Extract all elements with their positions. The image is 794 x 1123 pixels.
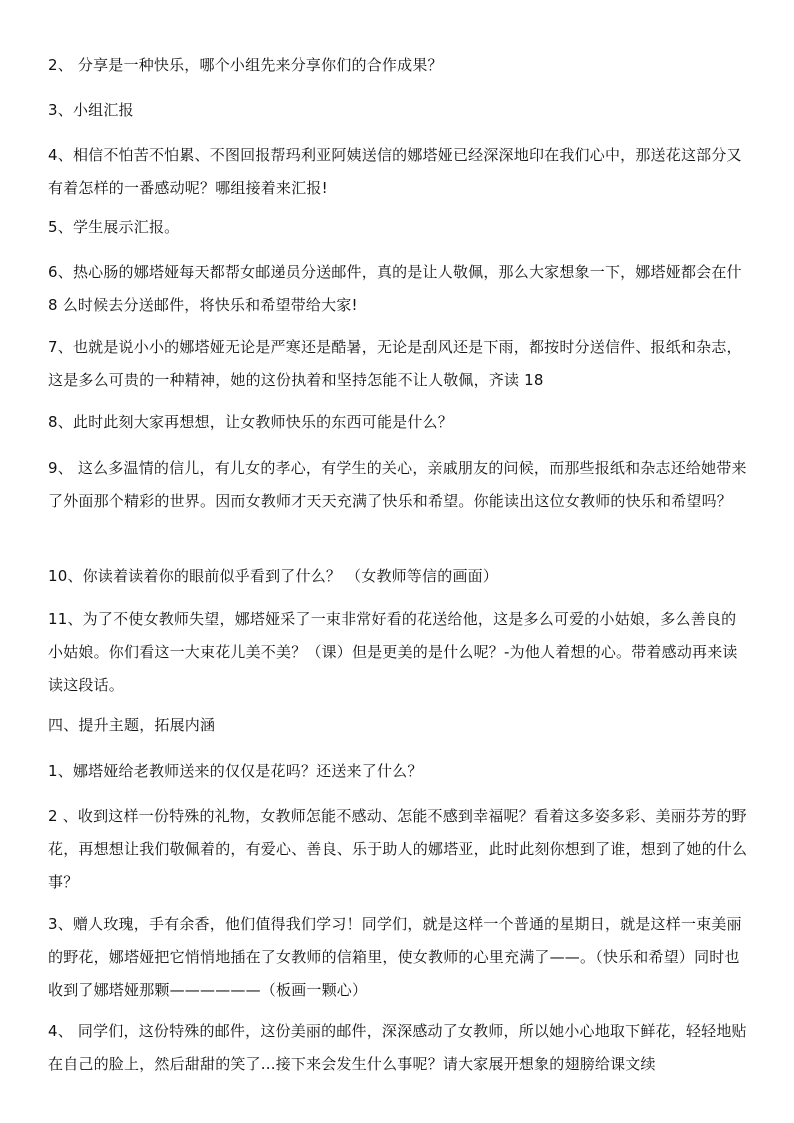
- paragraph-11: 1、娜塔娅给老教师送来的仅仅是花吗？还送来了什么？: [48, 762, 423, 780]
- paragraph-6: 7、也就是说小小的娜塔娅无论是严寒还是酷暑，无论是刮风还是下雨，都按时分送信件、报纸和杂志，这是多么可贵的一种精神，她的这份执着和坚持怎能不让人敬佩，齐读 18: [48, 338, 742, 389]
- paragraph-1: 2、 分享是一种快乐，哪个小组先来分享你们的合作成果？: [48, 56, 443, 74]
- paragraph-8: 9、 这么多温情的信儿，有儿女的孝心，有学生的关心，亲戚朋友的问候，而那些报纸和杂志还给她带来了外面那个精彩的世界。因而女教师才天天充满了快乐和希望。你能读出这位女教师的快乐和希望吗？: [48, 459, 747, 510]
- paragraph-3: 4、相信不怕苦不怕累、不图回报帮玛利亚阿姨送信的娜塔娅已经深深地印在我们心中，那送花这部分又有着怎样的一番感动呢？哪组接着来汇报!: [48, 146, 742, 197]
- paragraph-2: 3、小组汇报: [48, 101, 134, 119]
- paragraph-13: 3、赠人玫瑰，手有余香，他们值得我们学习！同学们，就是这样一个普通的星期日，就是这样一束美丽的野花，娜塔娅把它悄悄地插在了女教师的信箱里，使女教师的心里充满了——。（快乐和希望）同时也收到了娜塔娅那颗——————（板画一颗心）: [48, 915, 742, 999]
- section-heading: 四、提升主题，拓展内涵: [48, 716, 216, 734]
- paragraph-5: 6、热心肠的娜塔娅每天都帮女邮递员分送邮件，真的是让人敬佩，那么大家想象一下，娜塔娅都会在什 8 么时候去分送邮件，将快乐和希望带给大家!: [48, 263, 742, 314]
- paragraph-14: 4、 同学们，这份特殊的邮件，这份美丽的邮件，深深感动了女教师，所以她小心地取下鲜花，轻轻地贴在自己的脸上，然后甜甜的笑了...接下来会发生什么事呢？请大家展开想象的翅膀给课文续: [48, 1022, 747, 1073]
- paragraph-12: 2 、收到这样一份特殊的礼物，女教师怎能不感动、怎能不感到幸福呢？看着这多姿多彩、美丽芬芳的野花，再想想让我们敬佩着的，有爱心、善良、乐于助人的娜塔亚，此时此刻你想到了谁，想到了她的什么事？: [48, 807, 748, 891]
- paragraph-7: 8、此时此刻大家再想想，让女教师快乐的东西可能是什么？: [48, 413, 453, 431]
- paragraph-10: 11、为了不使女教师失望，娜塔娅采了一束非常好看的花送给他，这是多么可爱的小姑娘，多么善良的小姑娘。你们看这一大束花儿美不美？（课）但是更美的是什么呢？-为他人着想的心。带着感动再来读读这段话。: [48, 610, 738, 694]
- paragraph-9: 10、你读着读着你的眼前似乎看到了什么？ （女教师等信的画面）: [48, 567, 499, 585]
- paragraph-4: 5、学生展示汇报。: [48, 218, 180, 236]
